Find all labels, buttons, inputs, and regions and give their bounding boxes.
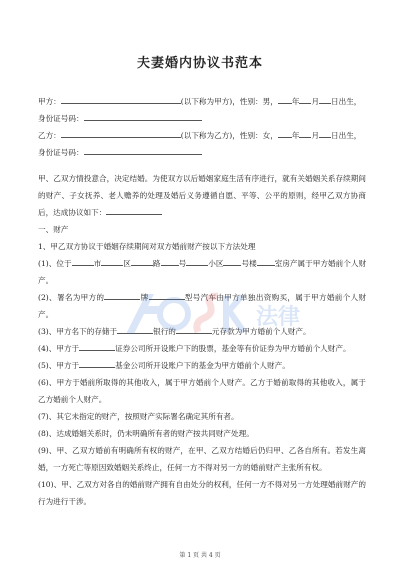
intro-paragraph (38, 170, 366, 221)
c1-f: 小区 (208, 259, 224, 268)
clause-1-4 (38, 340, 366, 357)
party-b-id-line (38, 144, 366, 161)
party-a-alias: (以下称为甲方)，性别：男， (180, 97, 278, 106)
party-b-prefix: 乙方： (38, 131, 61, 140)
c1-d: 路 (152, 259, 161, 268)
clause-1-2 (38, 289, 366, 323)
c4-blank (79, 341, 115, 351)
c2-blank-1 (104, 290, 140, 300)
party-b-day-blank (319, 128, 331, 138)
party-b-block (38, 127, 366, 161)
party-b-month-blank (299, 128, 311, 138)
party-b-name-blank (61, 128, 181, 138)
party-a-line (38, 93, 366, 110)
party-b-id-label: 身份证号码： (38, 148, 84, 157)
c1-h: 室房产属于甲方婚前个人财产。 (38, 259, 367, 285)
document-title: 夫妻婚内协议书范本 (136, 56, 263, 71)
party-b-day-label: 日出生， (331, 131, 362, 140)
c1-a: (1)、位于 (38, 259, 72, 268)
party-b-year-label: 年 (291, 131, 300, 140)
c1-blank-1 (72, 256, 94, 266)
party-b-line (38, 127, 366, 144)
party-a-id-label: 身份证号码： (38, 114, 84, 123)
clause-1-8: (8)、达成婚姻关系时，仍未明确所有者的财产按共同财产处理。 (38, 429, 254, 438)
c2-blank-2 (149, 290, 185, 300)
party-a-name-blank (61, 94, 181, 104)
c1-e: 号 (178, 259, 187, 268)
party-a-year-blank (278, 94, 292, 104)
c2-a: (2)、署名为甲方的 (38, 293, 105, 302)
c1-c: 区 (123, 259, 131, 268)
c5-b: 基金公司所开设账户下的基金为甲方婚前个人财产。 (115, 361, 290, 370)
clause-1-heading: 1、甲乙双方协议于婚姻存续期间对双方婚前财产按以下方法处理 (38, 242, 256, 251)
party-a-month-label: 月 (311, 97, 320, 106)
party-b-year-blank (278, 128, 292, 138)
clause-1-9: (9)、甲、乙双方婚前有明确所有权的财产，在甲、乙双方结婚后仍归甲、乙各自所有。若发生离婚，一方死亡等原因致婚姻关系终止，任何一方不得对另一方的婚前财产主张所有权。 (38, 446, 366, 472)
c1-blank-4 (161, 256, 179, 266)
c1-blank-7 (257, 256, 275, 266)
party-b-alias: (以下称为乙方)，性别：女， (180, 131, 278, 140)
c1-blank-2 (101, 256, 123, 266)
c1-blank-3 (131, 256, 153, 266)
c5-a: (5)、甲方于 (38, 361, 80, 370)
c4-a: (4)、甲方于 (38, 344, 80, 353)
clause-1-6: (6)、甲方于婚前所取得的其他收入，属于甲方婚前个人财产。乙方于婚前取得的其他收入，属于乙方婚前个人财产。 (38, 378, 366, 404)
c3-c: 元存款为甲方婚前个人财产。 (211, 327, 311, 336)
party-a-year-label: 年 (291, 97, 300, 106)
party-a-id-blank (84, 111, 202, 121)
c2-b: 牌 (140, 293, 149, 302)
party-a-block (38, 93, 366, 127)
agreement-body (38, 170, 366, 510)
party-a-month-blank (299, 94, 311, 104)
party-b-month-label: 月 (311, 131, 320, 140)
c2-c: 型号汽车由甲方单独出资购买，属于甲方婚前个人财产。 (38, 293, 367, 319)
party-a-day-blank (319, 94, 331, 104)
watermark-text: 法律 (256, 305, 301, 330)
clause-1-10: (10)、甲、乙双方对各自的婚前财产拥有自由处分的权利，任何一方不得对另一方处理婚前财产的行为进行干涉。 (38, 480, 366, 506)
clause-1-1 (38, 255, 366, 289)
section-heading: 一、财产 (38, 225, 69, 234)
c1-g: 号楼 (241, 259, 257, 268)
clause-1-7: (7)、其它未指定的财产，按照财产实际署名确定其所有者。 (38, 412, 239, 421)
intro-blank (106, 205, 162, 215)
party-a-day-label: 日出生， (331, 97, 362, 106)
party-b-id-blank (84, 145, 202, 155)
c1-blank-5 (186, 256, 208, 266)
page-footer: 第 1 页 共 4 页 (179, 552, 221, 559)
c5-blank (79, 358, 115, 368)
c1-b: 市 (93, 259, 102, 268)
party-a-id-line (38, 110, 366, 127)
c3-blank-2 (176, 324, 212, 334)
clause-1-3 (38, 323, 366, 340)
c3-b: 银行的 (153, 327, 176, 336)
c3-blank-1 (117, 324, 153, 334)
party-a-prefix: 甲方： (38, 97, 61, 106)
c1-blank-6 (223, 256, 241, 266)
intro-text: 甲、乙双方情投意合，决定结婚。为使双方以后婚姻家庭生活有序进行，就有关婚姻关系存续期间的财产、子女抚养、老人赡养的处理及婚后义务遵循自愿、平等、公平的原则，经甲乙双方协商后，达成协议如下： (38, 174, 366, 217)
c4-b: 证券公司所开设账户下的股票，基金等有价证券为甲方婚前个人财产。 (115, 344, 351, 353)
c3-a: (3)、甲方名下的存储于 (38, 327, 118, 336)
clause-1-5 (38, 357, 366, 374)
